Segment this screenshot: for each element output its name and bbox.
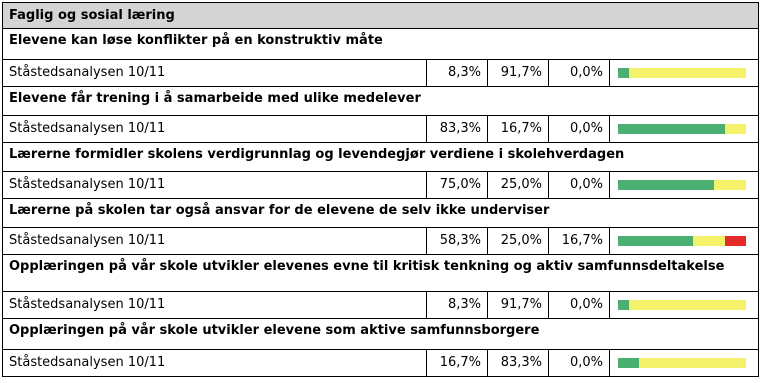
pct-green: 8,3% (427, 60, 488, 86)
question-title: Lærerne på skolen tar også ansvar for de elevene de selv ikke underviser (9, 203, 550, 218)
question-title: Lærerne formidler skolens verdigrunnlag og levendegjør verdiene i skolehverdagen (9, 147, 625, 162)
question-block (3, 255, 758, 319)
question-title: Opplæringen på vår skole utvikler elevenes evne til kritisk tenkning og aktiv samfunnsdeltakelse (9, 259, 725, 274)
distribution-bar (618, 68, 746, 78)
pct-green: 16,7% (427, 350, 488, 376)
bar-segment-green (618, 68, 629, 78)
pct-yellow: 91,7% (488, 60, 549, 86)
distribution-bar-cell (610, 350, 758, 376)
pct-red: 0,0% (549, 172, 610, 198)
survey-label: Ståstedsanalysen 10/11 (3, 228, 427, 254)
bar-segment-red (725, 236, 746, 246)
pct-yellow: 16,7% (488, 116, 549, 142)
distribution-bar (618, 124, 746, 134)
pct-green: 75,0% (427, 172, 488, 198)
pct-green: 58,3% (427, 228, 488, 254)
distribution-bar (618, 358, 746, 368)
question-block (3, 199, 758, 255)
question-title: Elevene kan løse konflikter på en konstruktiv måte (9, 33, 383, 48)
bar-segment-yellow (629, 68, 746, 78)
question-block (3, 87, 758, 143)
bar-segment-green (618, 124, 725, 134)
results-table (2, 2, 759, 377)
result-row (3, 291, 758, 318)
bar-segment-yellow (639, 358, 746, 368)
result-row (3, 171, 758, 198)
distribution-bar-cell (610, 116, 758, 142)
pct-red: 0,0% (549, 116, 610, 142)
question-block (3, 319, 758, 376)
bar-segment-yellow (725, 124, 746, 134)
pct-red: 0,0% (549, 60, 610, 86)
question-block (3, 29, 758, 87)
survey-label: Ståstedsanalysen 10/11 (3, 60, 427, 86)
pct-yellow: 83,3% (488, 350, 549, 376)
bar-segment-green (618, 180, 714, 190)
result-row (3, 115, 758, 142)
bar-segment-yellow (693, 236, 725, 246)
survey-label: Ståstedsanalysen 10/11 (3, 350, 427, 376)
pct-green: 8,3% (427, 292, 488, 318)
question-title: Opplæringen på vår skole utvikler elevene som aktive samfunnsborgere (9, 323, 540, 338)
bar-segment-green (618, 358, 639, 368)
survey-label: Ståstedsanalysen 10/11 (3, 116, 427, 142)
pct-yellow: 91,7% (488, 292, 549, 318)
question-title: Elevene får trening i å samarbeide med ulike medelever (9, 91, 421, 106)
result-row (3, 349, 758, 376)
pct-red: 16,7% (549, 228, 610, 254)
distribution-bar-cell (610, 172, 758, 198)
distribution-bar-cell (610, 292, 758, 318)
bar-segment-yellow (629, 300, 746, 310)
result-row (3, 227, 758, 254)
pct-green: 83,3% (427, 116, 488, 142)
bar-segment-green (618, 236, 693, 246)
bar-segment-yellow (714, 180, 746, 190)
distribution-bar-cell (610, 228, 758, 254)
distribution-bar (618, 180, 746, 190)
pct-red: 0,0% (549, 350, 610, 376)
pct-yellow: 25,0% (488, 172, 549, 198)
section-header: Faglig og sosial læring (3, 3, 758, 29)
survey-label: Ståstedsanalysen 10/11 (3, 292, 427, 318)
distribution-bar (618, 236, 746, 246)
distribution-bar-cell (610, 60, 758, 86)
pct-yellow: 25,0% (488, 228, 549, 254)
pct-red: 0,0% (549, 292, 610, 318)
question-block (3, 143, 758, 199)
result-row (3, 59, 758, 86)
distribution-bar (618, 300, 746, 310)
survey-label: Ståstedsanalysen 10/11 (3, 172, 427, 198)
bar-segment-green (618, 300, 629, 310)
